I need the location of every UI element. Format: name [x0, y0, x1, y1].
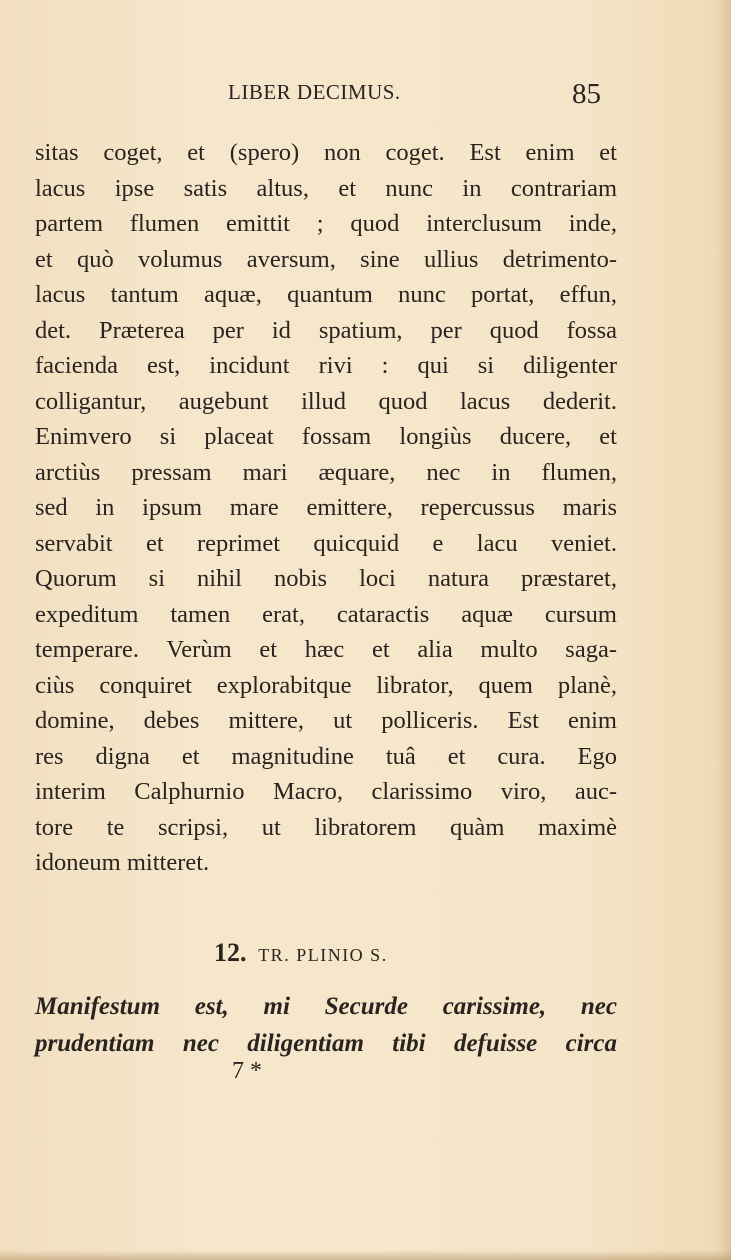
text-line: lacus ipse satis altus, et nunc in contrariam [35, 174, 617, 202]
page-edge-shadow [717, 0, 731, 1260]
text-line: expeditum tamen erat, cataractis aquæ cursum [35, 600, 617, 628]
text-line: interim Calphurnio Macro, clarissimo viro, auc- [35, 778, 617, 805]
text-line: Enimvero si placeat fossam longiùs ducere, et [35, 423, 617, 450]
text-line: res digna et magnitudine tuâ et cura. Ego [35, 742, 617, 770]
letter-title: TR. PLINIO S. [258, 945, 388, 965]
text-line: partem flumen emittit ; quod interclusum inde, [35, 210, 617, 237]
text-line: sitas coget, et (spero) non coget. Est enim et [35, 139, 617, 166]
letter-opening [35, 988, 617, 1062]
text-line: sed in ipsum mare emittere, repercussus maris [35, 494, 617, 521]
text-line: colligantur, augebunt illud quod lacus dederit. [35, 387, 617, 415]
body-text [35, 135, 617, 881]
opening-line: prudentiam nec diligentiam tibi defuisse circa [35, 1030, 617, 1057]
text-line: facienda est, incidunt rivi : qui si diligenter [35, 352, 617, 379]
text-line: det. Præterea per id spatium, per quod fossa [35, 316, 617, 344]
opening-line: Manifestum est, mi Securde carissime, nec [35, 993, 617, 1020]
signature-mark: 7 * [232, 1058, 262, 1084]
text-line: ciùs conquiret explorabitque librator, quem planè, [35, 671, 617, 699]
text-line: tore te scripsi, ut libratorem quàm maximè [35, 813, 617, 841]
letter-heading [214, 938, 388, 968]
page-bottom-shadow [0, 1250, 731, 1260]
text-line: servabit et reprimet quicquid e lacu veniet. [35, 529, 617, 557]
text-line: domine, debes mittere, ut polliceris. Est enim [35, 707, 617, 734]
text-line: Quorum si nihil nobis loci natura præstaret, [35, 565, 617, 592]
text-line: lacus tantum aquæ, quantum nunc portat, effun, [35, 281, 617, 308]
text-line: idoneum mitteret. [35, 849, 210, 876]
text-line: arctiùs pressam mari æquare, nec in flumen, [35, 458, 617, 486]
text-line: et quò volumus aversum, sine ullius detrimento- [35, 245, 617, 273]
letter-number: 12. [214, 938, 247, 967]
running-head: LIBER DECIMUS. [228, 80, 401, 104]
page-number: 85 [572, 78, 601, 110]
text-line: temperare. Verùm et hæc et alia multo saga- [35, 636, 617, 663]
